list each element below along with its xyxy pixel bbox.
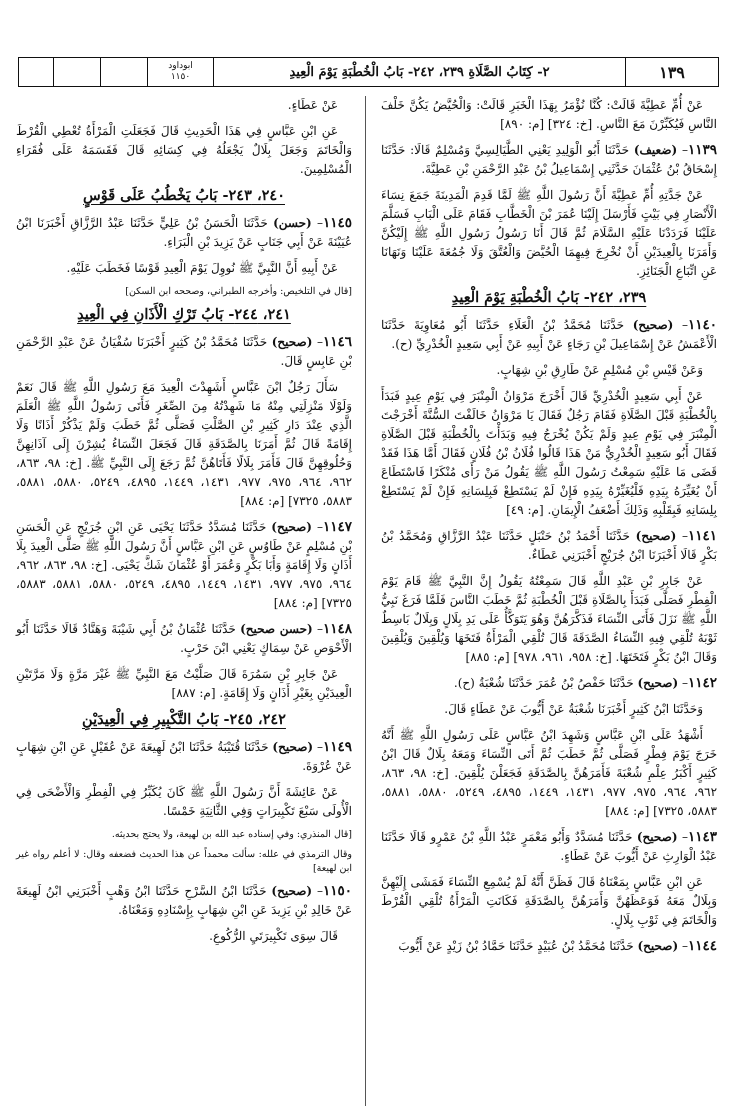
hadith-entry: ١١٤٧– (صحيح) حَدَّثَنَا مُسَدَّدٌ حَدَّثَنَا يَحْيَى عَنِ ابْنِ جُرَيْجٍ عَنِ الْحَسَنِ بْنِ مُسْلِمٍ عَنْ طَاوُسٍ عَنِ ابْنِ عَبَّاسٍ أَنَّ رَسُولَ اللَّهِ ﷺ صَلَّى الْعِيدَ بِلَا أَذَانٍ وَلَا إِقَامَةٍ وَأَبَا بَكْرٍ وَعُمَرَ أَوْ عُثْمَانَ شَكَّ يَحْيَى. [خ: ٩٨، ٨٦٣، ٩٦٢، ٩٦٤، ٩٧٥، ٩٧٧، ١٤٣١، ١٤٤٩، ٤٨٩٥، ٥٢٤٩، ٥٨٨٠، ٥٨٨١، ٥٨٨٣، ٧٣٢٥] [م: ٨٨٤] (16, 519, 353, 610)
page-number: ١٣٩ (625, 58, 718, 86)
hadith-grade: (حسن صحيح) (240, 622, 313, 636)
hadith-isnad: حَدَّثَنَا قُتَيْبَةُ حَدَّثَنَا ابْنُ لَهِيعَةَ عَنْ عُقَيْلٍ عَنِ ابْنِ شِهَابٍ عَنْ عُرْوَةَ. (16, 740, 352, 773)
hadith-text: أَشْهَدُ عَلَى ابْنِ عَبَّاسٍ وَشَهِدَ ابْنُ عَبَّاسٍ عَلَى رَسُولِ اللَّهِ ﷺ أَنَّهُ خَرَجَ يَوْمَ فِطْرٍ فَصَلَّى ثُمَّ خَطَبَ ثُمَّ أَتَى النِّسَاءَ وَمَعَهُ بِلَالٌ قَالَ ابْنُ كَثِيرٍ أَكْبَرُ عِلْمِ شُعْبَةَ فَأَمَرَهُنَّ بِالصَّدَقَةِ فَجَعَلْنَ يُلْقِينَ. [خ: ٩٨، ٨٦٣، ٩٦٢، ٩٦٤، ٩٧٥، ٩٧٧، ١٤٣١، ١٤٤٩، ٤٨٩٥، ٥٢٤٩، ٥٨٨٠، ٥٨٨١، ٥٨٨٣، ٧٣٢٥] [م: ٨٨٤] (381, 728, 718, 818)
hadith-grade: (ضعيف) (633, 143, 678, 157)
hadith-text: عَنْ عَائِشَةَ أَنَّ رَسُولَ اللَّهِ ﷺ كَانَ يُكَبِّرُ فِي الْفِطْرِ وَالْأَضْحَى فِي الْأُولَى سَبْعَ تَكْبِيرَاتٍ وَفِي الثَّانِيَةِ خَمْسًا. (16, 785, 352, 818)
hadith-grade: (صحيح) (637, 939, 679, 953)
hadith-number: ١١٤٦ (322, 334, 352, 350)
hadith-entry: ١١٤٩– (صحيح) حَدَّثَنَا قُتَيْبَةُ حَدَّثَنَا ابْنُ لَهِيعَةَ عَنْ عُقَيْلٍ عَنِ ابْنِ شِهَابٍ عَنْ عُرْوَةَ. (16, 739, 352, 773)
chapter-heading: ٢٣٩، ٢٤٢- بَابُ الْخُطْبَةِ يَوْمَ الْعِيدِ (451, 289, 647, 306)
chapter-heading: ٢٤٢، ٢٤٥- بَابُ التَّكْبِيرِ فِي الْعِيدَيْنِ (82, 711, 286, 728)
hadith-isnad: حَدَّثَنَا أَحْمَدُ بْنُ حَنْبَلٍ حَدَّثَنَا عَبْدُ الرَّزَّاقِ وَمُحَمَّدُ بْنُ بَكْرٍ قَالَا أَخْبَرَنَا ابْنُ جُرَيْجٍ أَخْبَرَنِي عَطَاءٌ. (381, 529, 717, 562)
empty-cell (100, 58, 147, 86)
editor-note: وقال الترمذي في علله: سألت محمداً عن هذا الحديث فضعفه وقال: لا أعلم رواه غير ابن لهيعة] (16, 849, 352, 874)
hadith-isnad: حَدَّثَنَا مُسَدَّدٌ وَأَبُو مَعْمَرٍ عَبْدُ اللَّهِ بْنُ عَمْرٍو قَالَا حَدَّثَنَا عَبْدُ الْوَارِثِ عَنْ أَيُّوبَ عَنْ عَطَاءٍ. (381, 830, 717, 863)
hadith-number: ١١٤١ (687, 528, 717, 544)
hadith-number: ١١٤٩ (322, 739, 352, 755)
hadith-text: عَنْ جَدَّتِهِ أُمِّ عَطِيَّةَ أَنَّ رَسُولَ اللَّهِ ﷺ لَمَّا قَدِمَ الْمَدِينَةَ جَمَعَ نِسَاءَ الْأَنْصَارِ فِي بَيْتٍ فَأَرْسَلَ إِلَيْنَا عُمَرَ بْنَ الْخَطَّابِ فَقَامَ عَلَى الْبَابِ فَسَلَّمَ عَلَيْنَا فَرَدَدْنَا عَلَيْهِ السَّلَامَ ثُمَّ قَالَ أَنَا رَسُولُ رَسُولِ اللَّهِ ﷺ إِلَيْكُنَّ وَأَمَرَنَا بِالْعِيدَيْنِ أَنْ نُخْرِجَ فِيهِمَا الْحُيَّضَ وَالْعُتَّقَ وَلَا جُمُعَةَ عَلَيْنَا وَنَهَانَا عَنِ اتِّبَاعِ الْجَنَائِزِ. (381, 188, 717, 278)
hadith-text: عَنِ ابْنِ عَبَّاسٍ بِمَعْنَاهُ قَالَ فَظَنَّ أَنَّهُ لَمْ يُسْمِعِ النِّسَاءَ فَمَشَى إِلَيْهِنَّ وَبِلَالٌ مَعَهُ فَوَعَظَهُنَّ وَأَمَرَهُنَّ بِالصَّدَقَةِ فَكَانَتِ الْمَرْأَةُ تُلْقِي الْقُرْطَ وَالْخَاتَمَ فِي ثَوْبِ بِلَالٍ. (381, 875, 717, 927)
chapter-heading: ٢٤٠، ٢٤٣- بَابُ يَخْطُبُ عَلَى قَوْسٍ (83, 187, 285, 204)
hadith-text: عَنْ أَبِي سَعِيدٍ الْخُدْرِيِّ قَالَ أَخْرَجَ مَرْوَانُ الْمِنْبَرَ فِي يَوْمِ عِيدٍ فَبَدَأَ بِالْخُطْبَةِ قَبْلَ الصَّلَاةِ فَقَامَ رَجُلٌ فَقَالَ يَا مَرْوَانُ خَالَفْتَ السُّنَّةَ أَخْرَجْتَ الْمِنْبَرَ فِي يَوْمِ عِيدٍ وَلَمْ يَكُنْ يُخْرَجُ فِيهِ وَبَدَأْتَ بِالْخُطْبَةِ قَبْلَ الصَّلَاةِ فَقَالَ أَبُو سَعِيدٍ الْخُدْرِيُّ مَنْ هَذَا قَالُوا فُلَانُ بْنُ فُلَانٍ فَقَالَ أَمَّا هَذَا فَقَدْ قَضَى مَا عَلَيْهِ سَمِعْتُ رَسُولَ اللَّهِ ﷺ يَقُولُ مَنْ رَأَى مُنْكَرًا فَاسْتَطَاعَ أَنْ يُغَيِّرَهُ بِيَدِهِ فَلْيُغَيِّرْهُ بِيَدِهِ فَإِنْ لَمْ يَسْتَطِعْ فَبِلِسَانِهِ فَإِنْ لَمْ يَسْتَطِعْ بِلِسَانِهِ فَبِقَلْبِهِ وَذَلِكَ أَضْعَفُ الْإِيمَانِ. [م: ٤٩] (381, 389, 717, 517)
hadith-text: وَعَنْ قَيْسِ بْنِ مُسْلِمٍ عَنْ طَارِقِ بْنِ شِهَابٍ. (496, 363, 703, 377)
hadith-grade: (صحيح) (632, 318, 674, 332)
hadith-number: ١١٤٣ (687, 829, 717, 845)
hadith-entry: ١١٤١– (صحيح) حَدَّثَنَا أَحْمَدُ بْنُ حَنْبَلٍ حَدَّثَنَا عَبْدُ الرَّزَّاقِ وَمُحَمَّدُ بْنُ بَكْرٍ قَالَا أَخْبَرَنَا ابْنُ جُرَيْجٍ أَخْبَرَنِي عَطَاءٌ. (381, 528, 717, 562)
hadith-isnad: حَدَّثَنَا عُثْمَانُ بْنُ أَبِي شَيْبَةَ وَهَنَّادٌ قَالَا حَدَّثَنَا أَبُو الْأَحْوَصِ عَنْ سِمَاكٍ يَعْنِي ابْنَ حَرْبٍ. (16, 622, 352, 655)
running-title: ٢- كِتَابُ الصَّلَاةِ ٢٣٩، ٢٤٢- بَابُ الْخُطْبَةِ يَوْمَ الْعِيدِ (213, 58, 625, 86)
hadith-number: ١١٣٩ (687, 142, 717, 158)
column-divider (365, 96, 366, 1106)
hadith-entry: ١١٤٠– (صحيح) حَدَّثَنَا مُحَمَّدُ بْنُ الْعَلَاءِ حَدَّثَنَا أَبُو مُعَاوِيَةَ حَدَّثَنَا الْأَعْمَشُ عَنْ إِسْمَاعِيلَ بْنِ رَجَاءٍ عَنْ أَبِيهِ عَنْ أَبِي سَعِيدٍ الْخُدْرِيِّ (ح). (381, 317, 717, 351)
empty-cell (53, 58, 100, 86)
hadith-number: ١١٤٠ (687, 317, 717, 333)
right-column (381, 96, 717, 963)
hadith-number: ١١٤٨ (322, 621, 352, 637)
hadith-number: ١١٤٥ (322, 215, 352, 231)
empty-cell (19, 58, 53, 86)
hadith-text: قَالَ سِوَى تَكْبِيرَتَيِ الرُّكُوعِ. (209, 929, 338, 943)
hadith-isnad: حَدَّثَنَا مُحَمَّدُ بْنُ الْعَلَاءِ حَدَّثَنَا أَبُو مُعَاوِيَةَ حَدَّثَنَا الْأَعْمَشُ عَنْ إِسْمَاعِيلَ بْنِ رَجَاءٍ عَنْ أَبِيهِ عَنْ أَبِي سَعِيدٍ الْخُدْرِيِّ (ح). (381, 318, 717, 351)
hadith-grade: (حسن) (273, 216, 312, 230)
hadith-number: ١١٤٢ (687, 675, 717, 691)
hadith-text: وَحَدَّثَنَا ابْنُ كَثِيرٍ أَخْبَرَنَا شُعْبَةُ عَنْ أَيُّوبَ عَنْ عَطَاءٍ قَالَ. (444, 702, 703, 716)
editor-note: [قال المنذري: وفي إسناده عبد الله بن لهيعة، ولا يحتج بحديثه. (111, 829, 352, 840)
hadith-text: عَنْ أُمِّ عَطِيَّةَ قَالَتْ: كُنَّا نُؤْمَرُ بِهَذَا الْخَبَرِ قَالَتْ: وَالْحُيَّضُ يَكُنَّ خَلْفَ النَّاسِ فَيُكَبِّرْنَ مَعَ النَّاسِ. [خ: ٣٢٤] [م: ٨٩٠] (381, 98, 717, 131)
hadith-entry: ١١٤٢– (صحيح) حَدَّثَنَا حَفْصُ بْنُ عُمَرَ حَدَّثَنَا شُعْبَةُ (ح). (453, 675, 717, 691)
hadith-number: ١١٤٤ (687, 938, 717, 954)
hadith-grade: (صحيح) (272, 740, 314, 754)
hadith-entry: ١١٤٨– (حسن صحيح) حَدَّثَنَا عُثْمَانُ بْنُ أَبِي شَيْبَةَ وَهَنَّادٌ قَالَا حَدَّثَنَا أَبُو الْأَحْوَصِ عَنْ سِمَاكٍ يَعْنِي ابْنَ حَرْبٍ. (16, 621, 352, 655)
hadith-entry: ١١٥٠– (صحيح) حَدَّثَنَا ابْنُ السَّرْحِ حَدَّثَنَا ابْنُ وَهْبٍ أَخْبَرَنِي ابْنُ لَهِيعَةَ عَنْ خَالِدِ بْنِ يَزِيدَ عَنِ ابْنِ شِهَابٍ بِإِسْنَادِهِ وَمَعْنَاهُ. (16, 883, 352, 917)
hadith-entry: ١١٤٥– (حسن) حَدَّثَنَا الْحَسَنُ بْنُ عَلِيٍّ حَدَّثَنَا عَبْدُ الرَّزَّاقِ أَخْبَرَنَا ابْنُ عُيَيْنَةَ عَنْ أَبِي جَنَابٍ عَنْ يَزِيدَ بْنِ الْبَرَاءِ. (16, 215, 352, 249)
hadith-entry: ١١٤٣– (صحيح) حَدَّثَنَا مُسَدَّدٌ وَأَبُو مَعْمَرٍ عَبْدُ اللَّهِ بْنُ عَمْرٍو قَالَا حَدَّثَنَا عَبْدُ الْوَارِثِ عَنْ أَيُّوبَ عَنْ عَطَاءٍ. (381, 829, 717, 863)
hadith-grade: (صحيح) (271, 520, 312, 534)
hadith-text: عَنْ جَابِرِ بْنِ عَبْدِ اللَّهِ قَالَ سَمِعْتُهُ يَقُولُ إِنَّ النَّبِيَّ ﷺ قَامَ يَوْمَ الْفِطْرِ فَصَلَّى فَبَدَأَ بِالصَّلَاةِ قَبْلَ الْخُطْبَةِ ثُمَّ خَطَبَ النَّاسَ فَلَمَّا فَرَغَ نَبِيُّ اللَّهِ ﷺ نَزَلَ فَأَتَى النِّسَاءَ فَذَكَّرَهُنَّ وَهُوَ يَتَوَكَّأُ عَلَى يَدِ بِلَالٍ وَبِلَالٌ بَاسِطٌ ثَوْبَهُ تُلْقِي فِيهِ النِّسَاءُ الصَّدَقَةَ قَالَ تُلْقِي الْمَرْأَةُ فَتَخَهَا وَيُلْقِينَ وَيُلْقِينَ وَقَالَ ابْنُ بَكْرٍ فَتَخَتَهَا. [خ: ٩٥٨، ٩٦١، ٩٧٨] [م: ٨٨٥] (381, 574, 717, 664)
editor-note: [قال في التلخيص: وأخرجه الطبراني، وصححه ابن السكن] (125, 286, 352, 297)
hadith-grade: (صحيح) (635, 529, 677, 543)
hadith-isnad: حَدَّثَنَا أَبُو الْوَلِيدِ يَعْنِي الطَّيَالِسِيَّ وَمُسْلِمٌ قَالَا: حَدَّثَنَا إِسْحَاقُ بْنُ عُثْمَانَ حَدَّثَنِي إِسْمَاعِيلُ بْنُ عَبْدِ الرَّحْمَنِ بْنِ عَطِيَّةَ. (381, 143, 717, 176)
page-header (18, 57, 719, 87)
hadith-number: ١١٤٧ (322, 519, 352, 535)
hadith-grade: (صحيح) (637, 676, 679, 690)
hadith-text: عَنْ أَبِيهِ أَنَّ النَّبِيَّ ﷺ نُووِلَ يَوْمَ الْعِيدِ قَوْسًا فَخَطَبَ عَلَيْهِ. (66, 261, 338, 275)
hadith-text: عَنْ عَطَاءٍ. (287, 98, 338, 112)
hadith-grade: (صحيح) (271, 335, 313, 349)
reference-box (147, 58, 213, 86)
hadith-text: سَأَلَ رَجُلٌ ابْنَ عَبَّاسٍ أَشَهِدْتَ الْعِيدَ مَعَ رَسُولِ اللَّهِ ﷺ قَالَ نَعَمْ وَلَوْلَا مَنْزِلَتِي مِنْهُ مَا شَهِدْتُهُ مِنَ الصِّغَرِ فَأَتَى رَسُولُ اللَّهِ ﷺ الْعَلَمَ الَّذِي عِنْدَ دَارِ كَثِيرِ بْنِ الصَّلْتِ فَصَلَّى ثُمَّ خَطَبَ وَلَمْ يَذْكُرْ أَذَانًا وَلَا إِقَامَةً قَالَ ثُمَّ أَمَرَنَا بِالصَّدَقَةِ قَالَ فَجَعَلَ النِّسَاءُ يُشِرْنَ إِلَى آذَانِهِنَّ وَحُلُوقِهِنَّ قَالَ فَأَمَرَ بِلَالًا فَأَتَاهُنَّ ثُمَّ رَجَعَ إِلَى النَّبِيِّ ﷺ. [خ: ٩٨، ٨٦٣، ٩٦٢، ٩٦٤، ٩٧٥، ٩٧٧، ١٤٣١، ١٤٤٩، ٤٨٩٥، ٥٢٤٩، ٥٨٨٠، ٥٨٨١، ٥٨٨٣، ٧٣٢٥] [م: ٨٨٤] (16, 380, 353, 508)
chapter-heading: ٢٤١، ٢٤٤- بَابُ تَرْكِ الْأَذَانِ فِي الْعِيدِ (77, 306, 291, 323)
hadith-grade: (صحيح) (271, 884, 313, 898)
hadith-isnad: حَدَّثَنَا مُحَمَّدُ بْنُ كَثِيرٍ أَخْبَرَنَا سُفْيَانُ عَنْ عَبْدِ الرَّحْمَنِ بْنِ عَابِسٍ قَالَ. (16, 335, 352, 368)
hadith-isnad: حَدَّثَنَا حَفْصُ بْنُ عُمَرَ حَدَّثَنَا شُعْبَةُ (ح). (453, 676, 634, 690)
hadith-isnad: حَدَّثَنَا الْحَسَنُ بْنُ عَلِيٍّ حَدَّثَنَا عَبْدُ الرَّزَّاقِ أَخْبَرَنَا ابْنُ عُيَيْنَةَ عَنْ أَبِي جَنَابٍ عَنْ يَزِيدَ بْنِ الْبَرَاءِ. (16, 216, 352, 249)
left-column (16, 96, 352, 953)
hadith-entry: ١١٤٦– (صحيح) حَدَّثَنَا مُحَمَّدُ بْنُ كَثِيرٍ أَخْبَرَنَا سُفْيَانُ عَنْ عَبْدِ الرَّحْمَنِ بْنِ عَابِسٍ قَالَ. (16, 334, 352, 368)
hadith-isnad: حَدَّثَنَا ابْنُ السَّرْحِ حَدَّثَنَا ابْنُ وَهْبٍ أَخْبَرَنِي ابْنُ لَهِيعَةَ عَنْ خَالِدِ بْنِ يَزِيدَ عَنِ ابْنِ شِهَابٍ بِإِسْنَادِهِ وَمَعْنَاهُ. (16, 884, 352, 917)
hadith-entry: ١١٤٤– (صحيح) حَدَّثَنَا مُحَمَّدُ بْنُ عُبَيْدٍ حَدَّثَنَا حَمَّادُ بْنُ زَيْدٍ عَنْ أَيُّوبَ (398, 938, 717, 954)
reference-number: ١١٥٠ (170, 72, 191, 82)
hadith-isnad: حَدَّثَنَا مُسَدَّدٌ حَدَّثَنَا يَحْيَى عَنِ ابْنِ جُرَيْجٍ عَنِ الْحَسَنِ بْنِ مُسْلِمٍ عَنْ طَاوُسٍ عَنِ ابْنِ عَبَّاسٍ أَنَّ رَسُولَ اللَّهِ ﷺ صَلَّى الْعِيدَ بِلَا أَذَانٍ وَلَا إِقَامَةٍ وَأَبَا بَكْرٍ وَعُمَرَ أَوْ عُثْمَانَ شَكَّ يَحْيَى. [خ: ٩٨، ٨٦٣، ٩٦٢، ٩٦٤، ٩٧٥، ٩٧٧، ١٤٣١، ١٤٤٩، ٤٨٩٥، ٥٢٤٩، ٥٨٨٠، ٥٨٨١، ٥٨٨٣، ٧٣٢٥] [م: ٨٨٤] (16, 520, 353, 610)
hadith-text: عَنِ ابْنِ عَبَّاسٍ فِي هَذَا الْحَدِيثِ قَالَ فَجَعَلَتِ الْمَرْأَةُ تُعْطِي الْقُرْطَ وَالْخَاتَمَ وَجَعَلَ بِلَالٌ يَجْعَلُهُ فِي كِسَائِهِ قَالَ فَقَسَمَهُ عَلَى فُقَرَاءِ الْمُسْلِمِينَ. (16, 124, 352, 176)
hadith-grade: (صحيح) (636, 830, 678, 844)
hadith-number: ١١٥٠ (322, 883, 352, 899)
hadith-text: عَنْ جَابِرِ بْنِ سَمُرَةَ قَالَ صَلَّيْتُ مَعَ النَّبِيِّ ﷺ غَيْرَ مَرَّةٍ وَلَا مَرَّتَيْنِ الْعِيدَيْنِ بِغَيْرِ أَذَانٍ وَلَا إِقَامَةٍ. [م: ٨٨٧] (16, 667, 352, 700)
reference-book: ابوداود (168, 61, 193, 71)
hadith-entry: ١١٣٩– (ضعيف) حَدَّثَنَا أَبُو الْوَلِيدِ يَعْنِي الطَّيَالِسِيَّ وَمُسْلِمٌ قَالَا: حَدَّثَنَا إِسْحَاقُ بْنُ عُثْمَانَ حَدَّثَنِي إِسْمَاعِيلُ بْنُ عَبْدِ الرَّحْمَنِ بْنِ عَطِيَّةَ. (381, 142, 717, 176)
hadith-isnad: حَدَّثَنَا مُحَمَّدُ بْنُ عُبَيْدٍ حَدَّثَنَا حَمَّادُ بْنُ زَيْدٍ عَنْ أَيُّوبَ (398, 939, 634, 953)
